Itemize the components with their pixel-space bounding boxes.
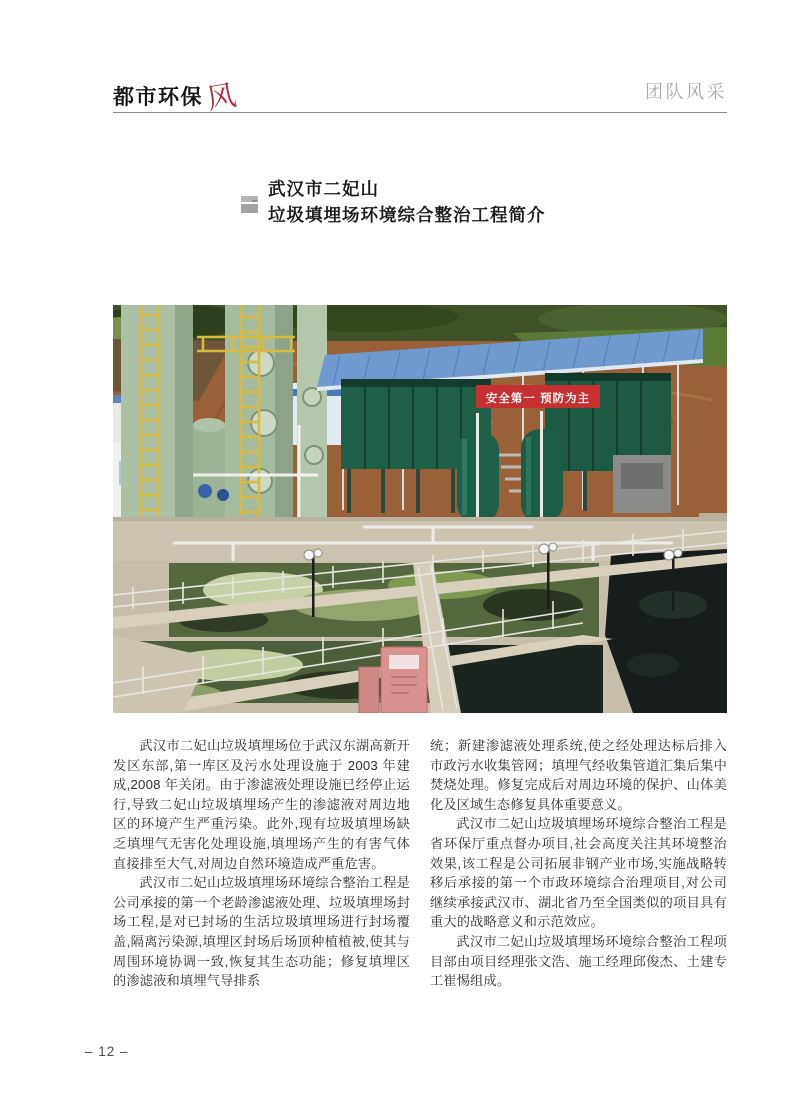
masthead-logo <box>113 72 241 117</box>
page-number: – 12 – <box>85 1044 129 1059</box>
article-title-line2: 垃圾填埋场环境综合整治工程简介 <box>268 205 546 225</box>
paragraph: 武汉市二妃山垃圾填埋场位于武汉东湖高新开发区东部,第一库区及污水处理设施于 2003 年建成,2008 年关闭。由于渗滤液处理设施已经停止运行,导致二妃山垃圾填埋场产生的渗滤液对周边地区的环境产生严重污染。此外,现有垃圾填埋场缺乏填埋气无害化处理设施,填埋场产生的有害气体直接排至大气,对周边自然环境造成严重危害。 <box>113 738 410 871</box>
paragraph: 统；新建渗滤液处理系统,使之经处理达标后排入市政污水收集管网；填埋气经收集管道汇集后集中焚烧处理。修复完成后对周边环境的保护、山体美化及区域生态修复具体重要意义。 <box>430 738 727 812</box>
article-title <box>268 176 546 228</box>
header-divider <box>113 112 727 113</box>
section-label: 团队风采 <box>645 82 727 102</box>
paragraph: 武汉市二妃山垃圾填埋场环境综合整治工程是省环保厅重点督办项目,社会高度关注其环境整治效果,该工程是公司拓展非钢产业市场,实施战略转移后承接的第一个市政环境综合治理项目,对公司继续承接武汉市、湖北省乃至全国类似的项目具有重大的战略意义和示范效应。 <box>430 816 727 930</box>
article-title-line1: 武汉市二妃山 <box>268 179 379 199</box>
safety-banner <box>476 385 600 408</box>
paragraph: 武汉市二妃山垃圾填埋场环境综合整治工程项目部由项目经理张文浩、施工经理邱俊杰、土建专工崔惕组成。 <box>430 933 727 989</box>
article-title-block <box>241 176 546 228</box>
paragraph: 武汉市二妃山垃圾填埋场环境综合整治工程是公司承接的第一个老龄渗滤液处理、垃圾填埋场封场工程,是对已封场的生活垃圾填埋场进行封场覆盖,隔离污染源,填埋区封场后场顶种植植被,使其与周围环境协调一致,恢复其生态功能；修复填埋区的渗滤液和填埋气导排系 <box>113 875 410 989</box>
article-column-left <box>113 736 410 991</box>
masthead-logo-text: 都市环保 <box>113 86 203 109</box>
title-bullet-icon <box>241 196 258 213</box>
facility-photo-illustration <box>113 305 727 713</box>
facility-photo <box>113 305 727 713</box>
article-body <box>113 736 727 991</box>
safety-banner-text: 安全第一 预防为主 <box>485 393 591 405</box>
masthead-logo-wind-mark: 风 <box>204 77 241 117</box>
article-column-right <box>430 736 727 991</box>
